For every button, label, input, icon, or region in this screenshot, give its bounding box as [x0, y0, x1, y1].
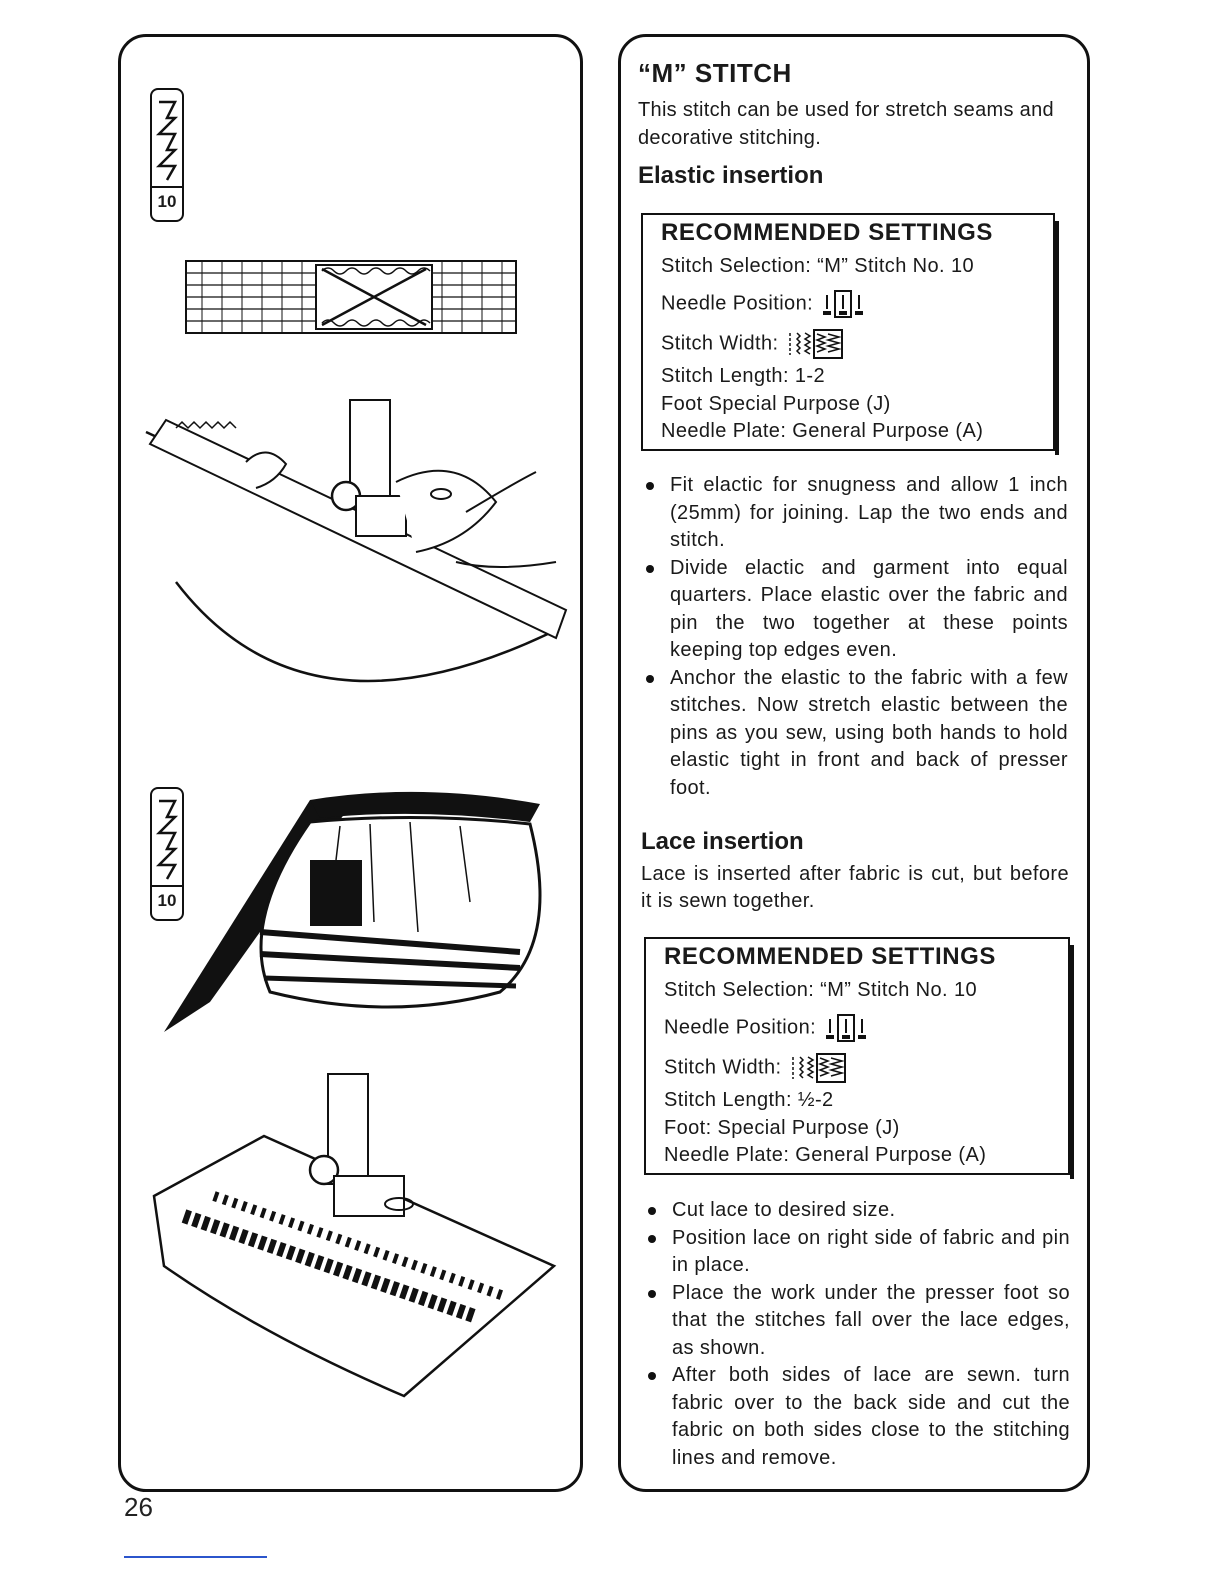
box-shadow	[1055, 221, 1059, 455]
needle-position-icon	[826, 1013, 866, 1043]
recommended-settings-box	[641, 213, 1055, 451]
list-item: Position lace on right side of fabric and pin in place.	[642, 1225, 1070, 1280]
needle-position-row	[661, 289, 863, 319]
list-item: Fit elactic for snugness and allow 1 inch (25mm) for joining. Lap the two ends and stitch.	[640, 472, 1068, 555]
apron-illustration	[160, 782, 550, 1042]
lace-steps-list	[642, 1197, 1070, 1472]
stitch-length: Stitch Length: 1-2	[661, 365, 825, 387]
settings-header: RECOMMENDED SETTINGS	[661, 219, 994, 246]
elastic-steps-list	[640, 472, 1068, 802]
needle-plate-setting: Needle Plate: General Purpose (A)	[664, 1144, 987, 1166]
stitch-selection: Stitch Selection: “M” Stitch No. 10	[664, 979, 978, 1001]
stitch-badge-top	[150, 88, 184, 222]
elastic-insertion-heading: Elastic insertion	[638, 162, 824, 189]
needle-position-row	[664, 1013, 866, 1043]
lace-intro-text: Lace is inserted after fabric is cut, but before it is sewn together.	[641, 863, 1069, 912]
stitch-number: 10	[152, 885, 182, 915]
stitch-selection: Stitch Selection: “M” Stitch No. 10	[661, 255, 975, 277]
stitch-width-row	[664, 1053, 847, 1083]
recommended-settings-box	[644, 937, 1070, 1175]
needle-plate-setting: Needle Plate: General Purpose (A)	[661, 420, 984, 442]
list-item: After both sides of lace are sewn. turn fabric over to the back side and cut the fabric on both sides close to the stitching lines and remove.	[642, 1362, 1070, 1472]
page-number: 26	[124, 1492, 153, 1522]
needle-position-label: Needle Position:	[664, 1016, 817, 1039]
page-title: “M” STITCH	[638, 58, 792, 88]
stitch-number: 10	[152, 186, 182, 216]
foot-setting: Foot Special Purpose (J)	[661, 393, 891, 415]
needle-position-label: Needle Position:	[661, 292, 814, 315]
stitch-length: Stitch Length: ½-2	[664, 1089, 834, 1111]
list-item: Anchor the elastic to the fabric with a few stitches. Now stretch elastic between the pins as you sew, using both hands to hold elastic tight in front and back of presser foot.	[640, 665, 1068, 803]
list-item: Place the work under the presser foot so that the stitches fall over the lace edges, as shown.	[642, 1280, 1070, 1363]
stitch-width-row	[661, 329, 844, 359]
lace-sewing-illustration	[144, 1066, 564, 1406]
intro-text: This stitch can be used for stretch seams and decorative stitching.	[638, 99, 1054, 149]
m-stitch-icon	[155, 96, 179, 186]
foot-setting: Foot: Special Purpose (J)	[664, 1117, 900, 1139]
settings-header: RECOMMENDED SETTINGS	[664, 943, 997, 970]
fabric-strip-illustration	[182, 255, 522, 339]
list-item: Divide elactic and garment into equal quarters. Place elastic over the fabric and pin the two together at these points keeping top edges even.	[640, 555, 1068, 665]
stitch-width-icon	[791, 1053, 847, 1083]
stitch-width-label: Stitch Width:	[661, 332, 779, 355]
elastic-sewing-illustration	[136, 392, 576, 692]
stitch-width-label: Stitch Width:	[664, 1056, 782, 1079]
footer-rule	[124, 1556, 267, 1558]
stitch-width-icon	[788, 329, 844, 359]
list-item: Cut lace to desired size.	[642, 1197, 1070, 1225]
needle-position-icon	[823, 289, 863, 319]
lace-insertion-heading: Lace insertion	[641, 828, 804, 855]
box-shadow	[1070, 945, 1074, 1179]
